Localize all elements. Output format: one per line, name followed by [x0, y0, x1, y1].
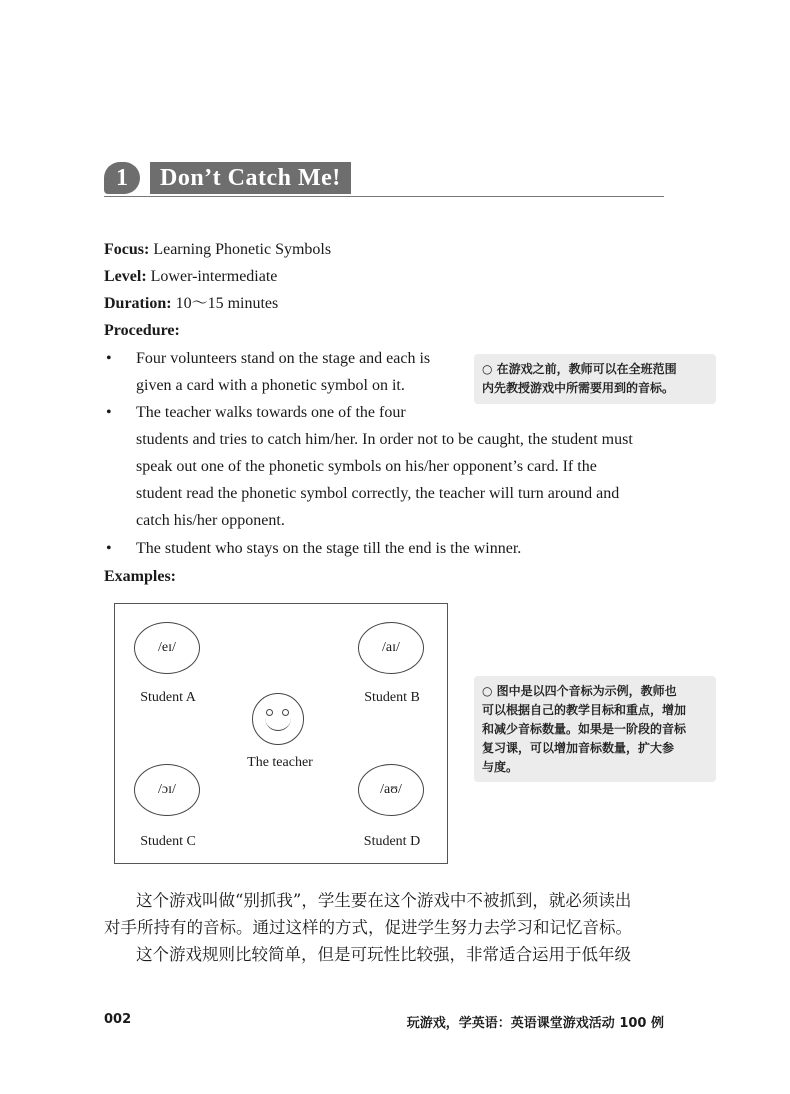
note-2-line-2: 可以根据自己的教学目标和重点，增加: [482, 703, 687, 717]
student-d-label: Student D: [363, 834, 421, 849]
bullet-2-line-3: speak out one of the phonetic symbols on his/her opponent’s card. If the: [136, 458, 597, 475]
symbol-bubble-c: /ɔɪ/: [134, 764, 200, 816]
bullet-3-line-1: The student who stays on the stage till the end is the winner.: [136, 540, 522, 557]
smiley-face-icon: [252, 693, 304, 745]
student-c-label: Student C: [140, 834, 196, 849]
bullet-2-line-4: student read the phonetic symbol correctly, the teacher will turn around and: [136, 485, 620, 502]
bullet-1-line-1: Four volunteers stand on the stage and each is: [136, 350, 431, 367]
duration-label: Duration:: [104, 295, 172, 312]
duration-line: [104, 294, 278, 314]
note-2-line-4: 复习课，可以增加音标数量，扩大参: [482, 741, 675, 755]
teacher-label: The teacher: [247, 755, 313, 770]
examples-heading: [104, 567, 176, 587]
body-paragraph-2-line-1: 这个游戏规则比较简单，但是可玩性比较强，非常适合运用于低年级: [136, 945, 631, 964]
note-2-line-5: 与度。: [482, 760, 519, 774]
symbol-bubble-b: /aɪ/: [358, 622, 424, 674]
note-1-line-1: ○ 在游戏之前，教师可以在全班范围: [482, 362, 677, 376]
body-paragraph-1-line-1: 这个游戏叫做“别抓我”，学生要在这个游戏中不被抓到，就必须读出: [136, 891, 632, 910]
eye-icon: [266, 709, 273, 716]
section-heading: [104, 160, 664, 200]
note-1-line-2: 内先教授游戏中所需要用到的音标。: [482, 381, 675, 395]
bullet-2-line-1: The teacher walks towards one of the four: [136, 404, 406, 421]
student-a-label: Student A: [140, 690, 196, 705]
procedure-heading: [104, 321, 180, 341]
examples-label: Examples:: [104, 568, 176, 585]
mouth-icon: [265, 718, 291, 731]
level-label: Level:: [104, 268, 147, 285]
page-number: 002: [104, 1012, 132, 1027]
book-title: 玩游戏，学英语：英语课堂游戏活动 100 例: [406, 1016, 664, 1031]
focus-label: Focus:: [104, 241, 150, 258]
bullet-1-line-2: given a card with a phonetic symbol on it.: [136, 377, 405, 394]
symbol-bubble-a: /eɪ/: [134, 622, 200, 674]
section-title: Don’t Catch Me!: [150, 162, 351, 194]
level-value: Lower-intermediate: [150, 268, 278, 285]
body-paragraph-1-line-2: 对手所持有的音标。通过这样的方式，促进学生努力去学习和记忆音标。: [104, 918, 632, 937]
side-note-2: [474, 676, 716, 782]
side-note-1: [474, 354, 716, 404]
note-2-line-3: 和减少音标数量。如果是一阶段的音标: [482, 722, 687, 736]
bullet-2-line-5: catch his/her opponent.: [136, 512, 285, 529]
section-number: 1: [104, 162, 140, 194]
duration-value: 10～15 minutes: [175, 295, 279, 312]
procedure-label: Procedure:: [104, 322, 180, 339]
student-b-label: Student B: [364, 690, 420, 705]
focus-line: [104, 240, 331, 260]
eye-icon: [282, 709, 289, 716]
heading-rule: [104, 196, 664, 197]
symbol-bubble-d: /aʊ/: [358, 764, 424, 816]
focus-value: Learning Phonetic Symbols: [153, 241, 332, 258]
level-line: [104, 267, 277, 287]
note-2-line-1: ○ 图中是以四个音标为示例，教师也: [482, 684, 677, 698]
bullet-2-line-2: students and tries to catch him/her. In order not to be caught, the student must: [136, 431, 633, 448]
